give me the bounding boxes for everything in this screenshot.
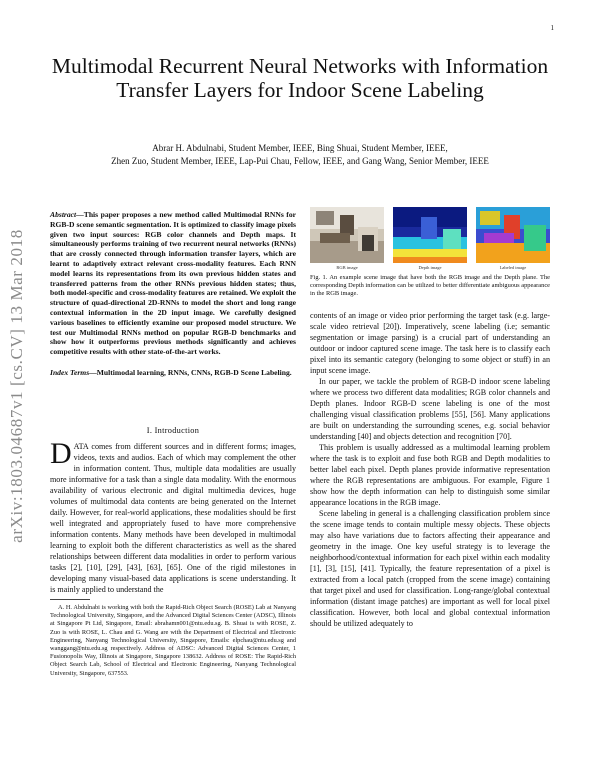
index-terms [50, 368, 296, 378]
intro-paragraph-1-text: ATA comes from different sources and in different forms; images, videos, texts and audios. Each of which may complement the other in information content. Thus, multiple data modalities are usually more informative for a task than a single data modality. With the enormous availability of various electronic and digital multimedia devices, huge volumes of multimodal data contents are being generated on the Internet daily. However, for real-world applications, these modalities should be first well integrated and appropriately fused to have more comprehensive information contents. Many methods have been developed in multimodal learning to exploit both the different characteristics as well as the shared relationships between different data modalities in order to perform various tasks [2], [10], [29], [43], [63], [65]. One of the rigid milestones in developing many visual-based data applications is scene understanding. It is mainly applied to understand the [50, 442, 296, 594]
arxiv-stamp [2, 186, 32, 586]
author-footnote [50, 604, 296, 678]
index-terms-text: —Multimodal learning, RNNs, CNNs, RGB-D Scene Labeling. [89, 368, 292, 377]
figure-caption: Fig. 1. An example scene image that have both the RGB image and the Depth plane. The corresponding Depth information can be utilized to better differentiate ambiguous appearance in the RGB image. [310, 274, 550, 298]
right-paragraph-3: This problem is usually addressed as a multimodal learning problem where the task is to exploit and fuse both RGB and Depth modalities to better label each pixel. Depth planes provide informative representation where the RGB representations are ambiguous. For example, Figure 1 show how the depth information can help to distinguish some similar appearance locations in the RGB image. [310, 443, 550, 507]
abstract [50, 210, 296, 357]
depth-image [393, 207, 467, 263]
abstract-text: —This paper proposes a new method called Multimodal RNNs for RGB-D scene semantic segmentation. It is optimized to classify image pixels given two input sources: RGB color channels and Depth maps. It simultaneously performs training of two recurrent neural networks (RNNs) that are crossly connected through information transfer layers, which are learnt to adaptively extract relevant cross-modality features. Each RNN model learns its representations from its own previous hidden states and transferred patterns from the other RNNs previous hidden states; thus, both model-specific and cross-modality features are retained. We exploit the structure of quad-directional 2D-RNNs to model the short and long range contextual information in the 2D input image. We carefully designed various baselines to efficiently examine our proposed model structure. We test our Multimodal RNNs method on popular RGB-D benchmarks and show how it outperforms previous methods significantly and achieves competitive results with other state-of-the-art works. [50, 210, 296, 357]
depth-image-label: Depth image [418, 265, 442, 270]
author-block [50, 142, 550, 168]
abstract-lead: Abstract [50, 210, 77, 219]
paper-title: Multimodal Recurrent Neural Networks with Information Transfer Layers for Indoor Scene Labeling [51, 54, 549, 102]
section-heading: I. Introduction [146, 426, 200, 435]
labeled-image [476, 207, 550, 263]
figure-1 [310, 207, 550, 270]
page-number: 1 [550, 24, 554, 32]
rgb-image [310, 207, 384, 263]
right-column-body [310, 310, 550, 629]
footnote-text: A. H. Abdulnabi is working with both the Rapid-Rich Object Search (ROSE) Lab at Nanyang Technological University, Singapore, and the Advanced Digital Sciences Center (ADSC), Illinois at Singapore Pt Ltd, Singapore, Email: abrahamn001@ntu.edu.sg. B. Shuai is with ROSE, Z. Zuo is with ROSE, L. Chau and G. Wang are with the Department of Electrical and Electronic Engineering, Nanyang Technological University, Singapore, Emails: elpchau@ntu.edu.sg and wanggang@ntu.edu.sg respectively. Address of ADSC: Advanced Digital Sciences Center, 1 Fusionopolis Way, Illinois at Singapore, Singapore 138632. Address of ROSE: The Rapid-Rich Object Search Lab, School of Electrical and Electronic Engineering, Nanyang Technological University, Singapore, 637553. [50, 604, 296, 677]
drop-cap: D [50, 437, 72, 470]
author-line-1: Abrar H. Abdulnabi, Student Member, IEEE, Bing Shuai, Student Member, IEEE, [152, 143, 448, 153]
right-paragraph-1: contents of an image or video prior performing the target task (e.g. large-scale video retrieval [20]). Imperatively, scene labeling (i.e; semantic segmentation or image parsing) is a crucial part of understanding an outdoor or indoor captured scene image. The task here is to classify each pixel into its semantic category (belonging to some object or stuff) in an input scene image. [310, 311, 550, 375]
right-paragraph-4: Scene labeling in general is a challenging classification problem since the scene image tends to contain multiple messy objects. These objects may also have variations due to factors affecting their appearance and geometry in the image. One key useful strategy is to leverage the neighborhood/contextual information for each pixel within each modality [1], [3], [15], [41]. Typically, the feature representation of a pixel is extracted from a local patch (cropped from the scene image) containing that target pixel and used for classification. Long-range/global contextual information (distant image patches) are important as well for local pixel classification. However, both local and global contextual information should be utilized adequately to [310, 509, 550, 628]
index-terms-lead: Index Terms [50, 368, 90, 377]
arxiv-id: arXiv:1803.04687v1 [cs.CV] 13 Mar 2018 [7, 229, 26, 543]
introduction-body [50, 437, 296, 595]
right-paragraph-2: In our paper, we tackle the problem of RGB-D indoor scene labeling where we process two different data modalities; RGB color channels and Depth planes. Indoor RGB-D scene labeling is one of the most challenging visual classification problems [55], [56]. Many applications are built on understanding the surrounding scenes, e.g. social behavior understanding [40] and objects detection and recognition [70]. [310, 377, 550, 441]
labeled-image-label: Labeled image [499, 265, 527, 270]
footnote-rule [50, 599, 90, 600]
rgb-image-label: RGB image [336, 265, 358, 270]
author-line-2: Zhen Zuo, Student Member, IEEE, Lap-Pui Chau, Fellow, IEEE, and Gang Wang, Senior Member, IEEE [111, 156, 489, 166]
intro-paragraph-1 [50, 437, 296, 595]
